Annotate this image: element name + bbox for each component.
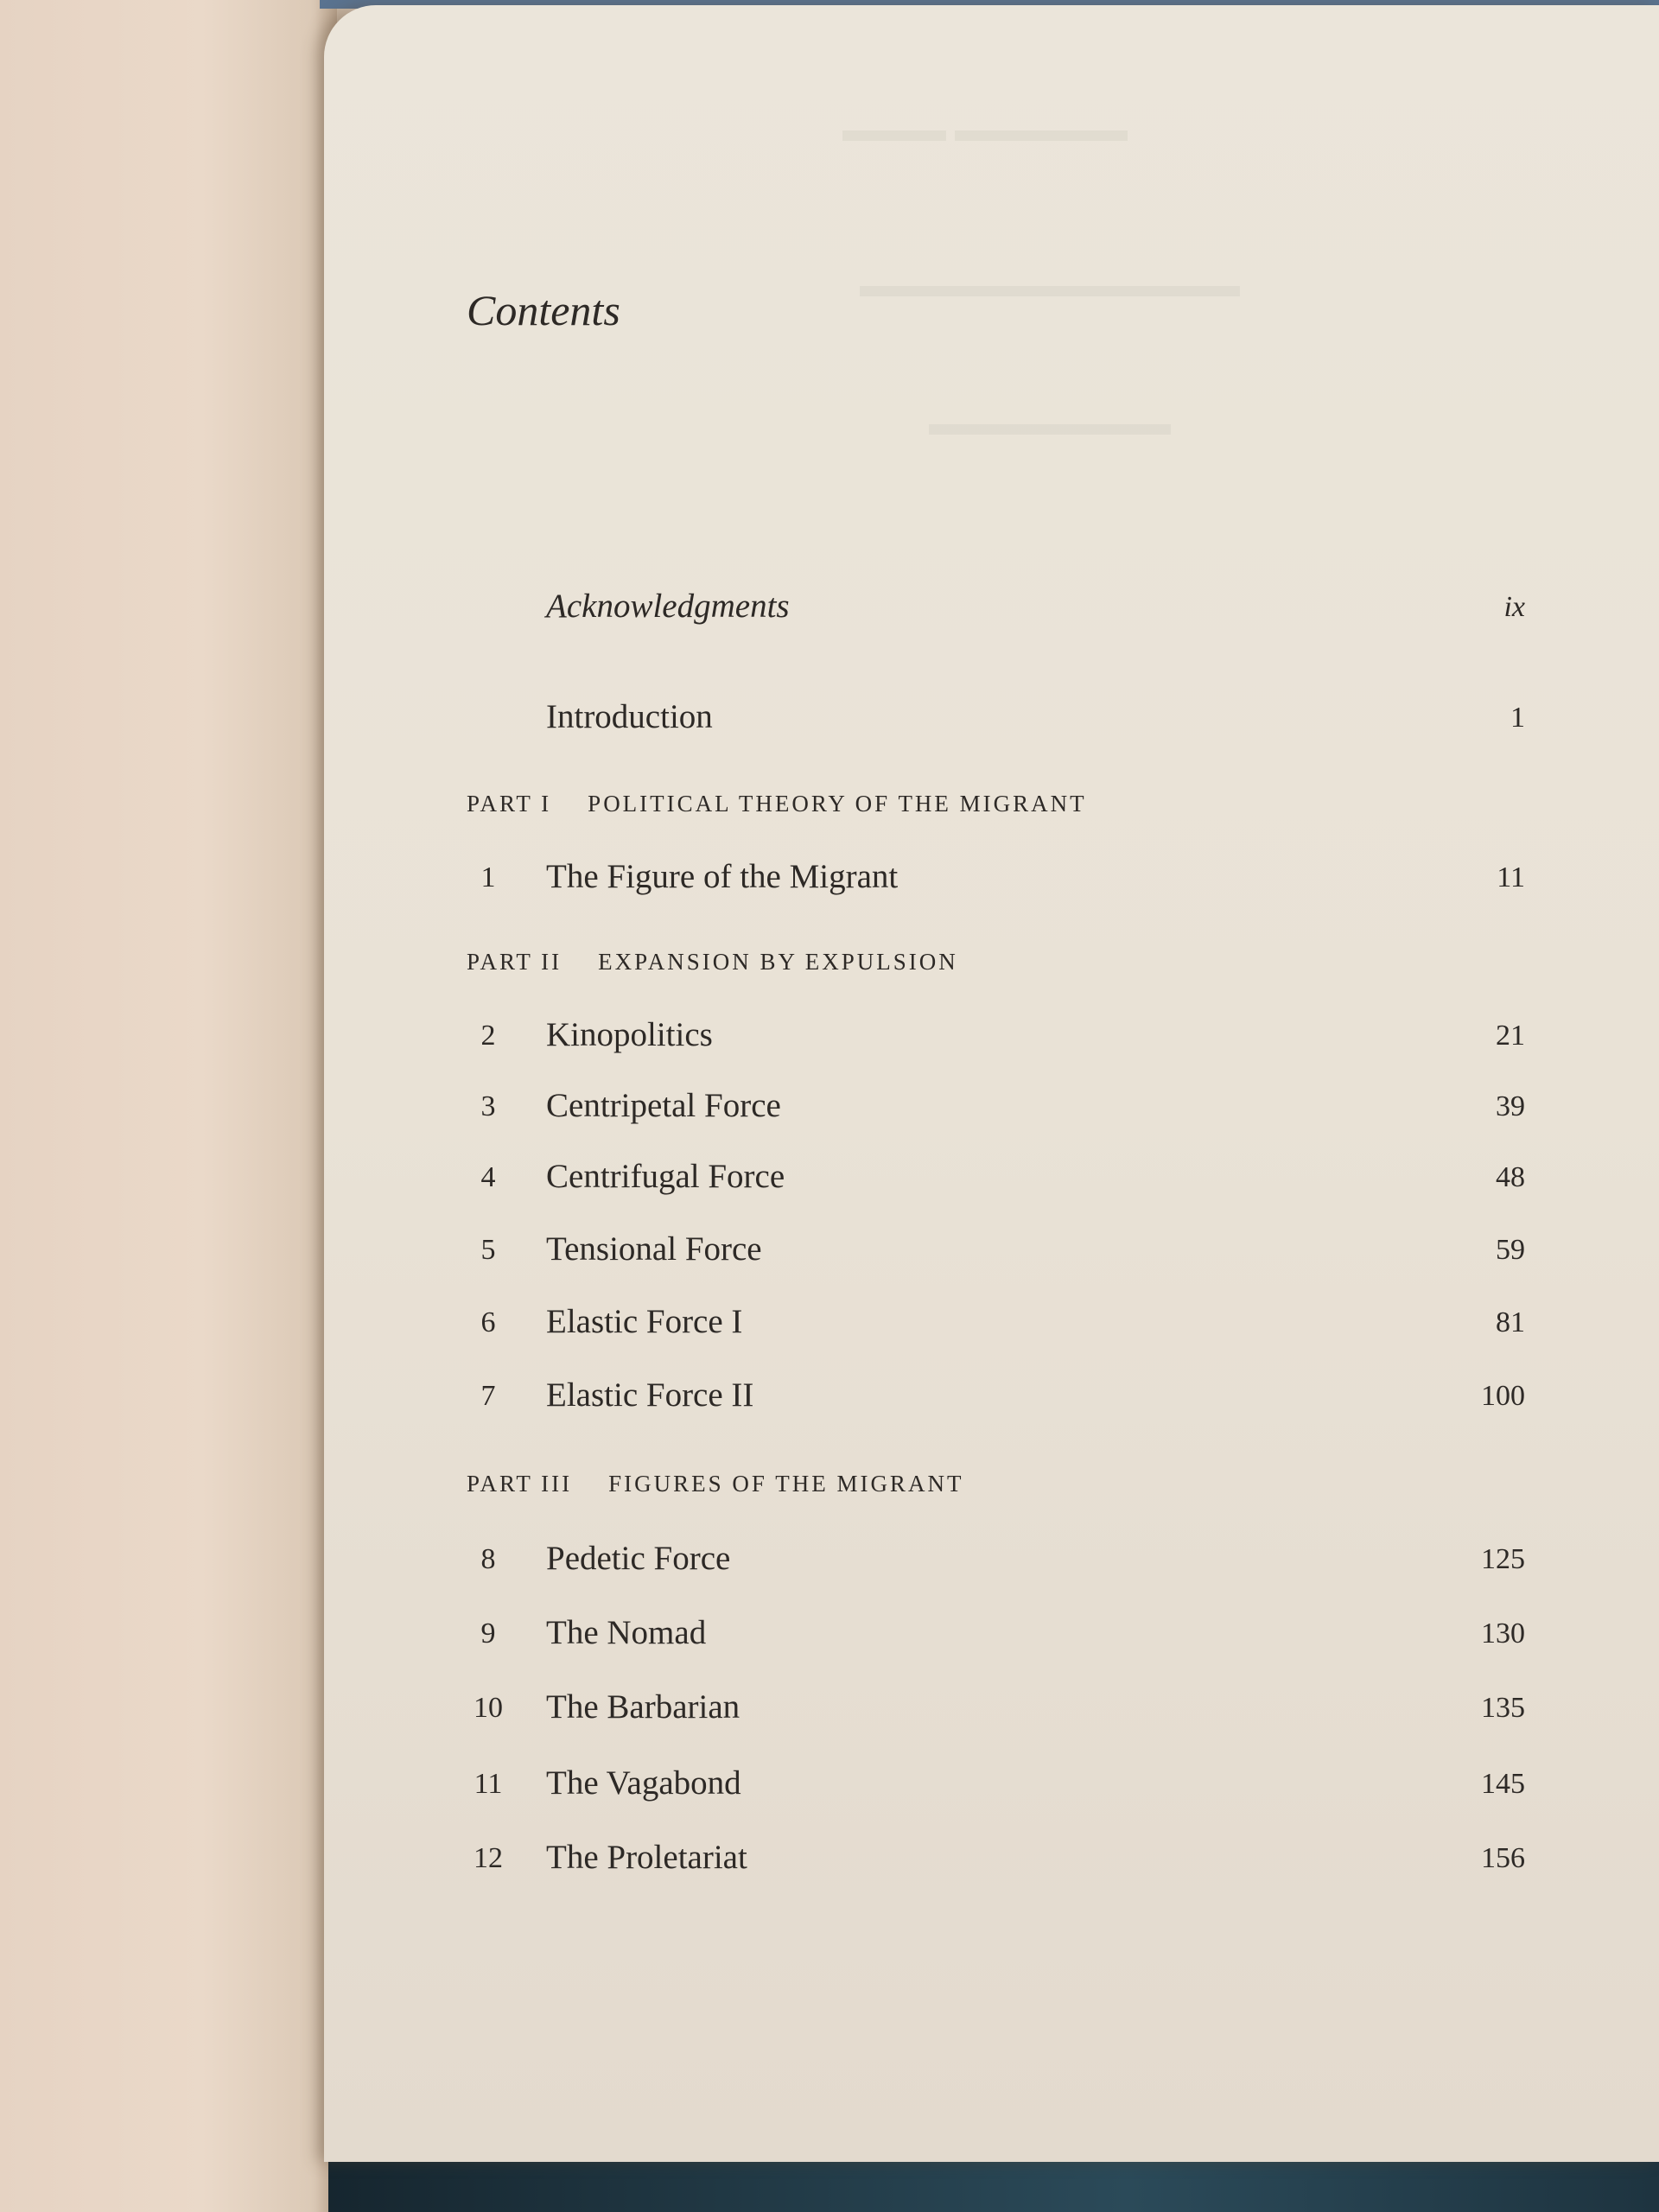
chapter-number: 9 (480, 1618, 496, 1649)
toc-entry-chapter[interactable] (467, 1296, 1525, 1344)
entry-title: Introduction (546, 698, 713, 735)
part-heading (467, 791, 1087, 817)
chapter-page: 130 (1481, 1618, 1525, 1649)
toc-entry-chapter[interactable] (467, 1832, 1525, 1880)
toc-entry-chapter[interactable] (467, 1533, 1525, 1581)
part-label: PART III (467, 1471, 573, 1497)
toc-entry-chapter[interactable] (467, 1758, 1525, 1806)
chapter-title: Centrifugal Force (546, 1158, 785, 1195)
chapter-number: 7 (480, 1380, 496, 1412)
chapter-title: Centripetal Force (546, 1087, 781, 1124)
chapter-page: 145 (1481, 1768, 1525, 1800)
toc-entry-chapter[interactable] (467, 1224, 1525, 1272)
chapter-page: 100 (1481, 1380, 1525, 1412)
chapter-number: 4 (480, 1161, 496, 1193)
toc-entry-chapter[interactable] (467, 1009, 1525, 1058)
part-title: EXPANSION BY EXPULSION (598, 949, 958, 975)
part-label: PART II (467, 949, 563, 975)
toc-entry-chapter[interactable] (467, 1370, 1525, 1418)
show-through-decoration: ▬▬▬▬▬▬▬▬▬▬▬ (860, 265, 1240, 304)
chapter-page: 81 (1496, 1306, 1525, 1338)
chapter-title: The Nomad (546, 1614, 707, 1651)
chapter-title: The Figure of the Migrant (546, 858, 899, 895)
toc-entry-chapter[interactable] (467, 1607, 1525, 1656)
chapter-title: The Barbarian (546, 1688, 741, 1726)
part-label: PART I (467, 791, 552, 817)
chapter-title: Elastic Force I (546, 1303, 743, 1340)
chapter-page: 156 (1481, 1842, 1525, 1874)
entry-page: 1 (1510, 702, 1525, 734)
chapter-number: 11 (474, 1768, 503, 1800)
chapter-title: Pedetic Force (546, 1540, 731, 1577)
chapter-title: Elastic Force II (546, 1376, 754, 1414)
toc-entry-chapter[interactable] (467, 1681, 1525, 1730)
chapter-title: The Vagabond (546, 1764, 741, 1802)
part-title: POLITICAL THEORY OF THE MIGRANT (588, 791, 1087, 817)
chapter-title: The Proletariat (546, 1839, 747, 1876)
chapter-number: 5 (480, 1234, 496, 1266)
chapter-title: Kinopolitics (546, 1016, 713, 1053)
toc-entry-acknowledgments[interactable] (467, 581, 1525, 629)
toc-entry-introduction[interactable] (467, 691, 1525, 740)
part-heading (467, 949, 958, 976)
show-through-decoration: ▬▬▬▬▬▬▬ (929, 404, 1171, 442)
chapter-page: 21 (1496, 1020, 1525, 1052)
chapter-page: 59 (1496, 1234, 1525, 1266)
toc-entry-chapter[interactable] (467, 1151, 1525, 1199)
chapter-number: 1 (480, 861, 496, 893)
chapter-title: Tensional Force (546, 1230, 762, 1268)
show-through-decoration: ▬▬▬▬▬ ▬▬▬ (842, 110, 1128, 149)
toc-entry-chapter[interactable] (467, 851, 1525, 899)
toc-entry-chapter[interactable] (467, 1080, 1525, 1128)
chapter-number: 2 (480, 1020, 496, 1052)
chapter-page: 11 (1497, 861, 1525, 893)
chapter-number: 10 (474, 1692, 503, 1724)
left-page (0, 0, 337, 2212)
chapter-page: 125 (1481, 1543, 1525, 1575)
bottom-background-strip (328, 2160, 1659, 2212)
chapter-number: 3 (480, 1090, 496, 1122)
chapter-number: 8 (480, 1543, 496, 1575)
entry-page: ix (1503, 591, 1525, 623)
entry-title: Acknowledgments (546, 588, 790, 625)
part-title: FIGURES OF THE MIGRANT (608, 1471, 964, 1497)
page-title: Contents (467, 286, 620, 334)
chapter-page: 39 (1496, 1090, 1525, 1122)
chapter-number: 6 (480, 1306, 496, 1338)
chapter-page: 48 (1496, 1161, 1525, 1193)
chapter-page: 135 (1481, 1692, 1525, 1724)
chapter-number: 12 (474, 1842, 503, 1874)
part-heading (467, 1471, 963, 1497)
